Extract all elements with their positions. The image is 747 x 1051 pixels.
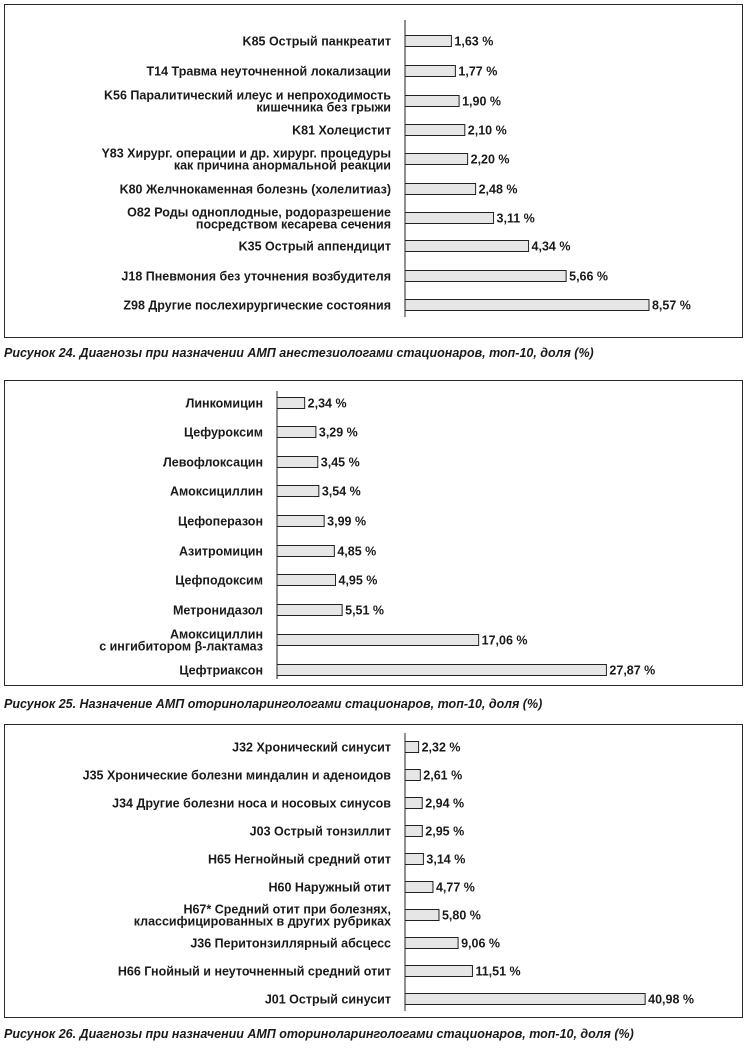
category-label: Линкомицин [185, 396, 263, 411]
category-label: кишечника без грыжи [256, 100, 391, 115]
data-label: 2,94 % [425, 796, 465, 811]
category-label: J01 Острый синусит [264, 992, 391, 1007]
data-label: 8,57 % [651, 298, 691, 313]
data-label: 5,80 % [441, 908, 481, 923]
bar [405, 798, 422, 809]
category-label: как причина анормальной реакции [173, 158, 391, 173]
category-label: H66 Гнойный и неуточненный средний отит [117, 964, 391, 979]
bar [405, 826, 422, 837]
category-label: с ингибитором β-лактамаз [99, 639, 263, 654]
chart-25-svg [5, 381, 742, 685]
category-label: Цефуроксим [183, 425, 263, 440]
category-label: H60 Наружный отит [268, 880, 391, 895]
bar [277, 486, 319, 497]
data-label: 2,32 % [421, 740, 461, 755]
data-label: 1,90 % [462, 94, 502, 109]
figure-caption-24: Рисунок 24. Диагнозы при назначении АМП анестезиологами стационаров, топ-10, доля (%) [4, 346, 594, 360]
category-label: K80 Желчнокаменная болезнь (холелитиаз) [119, 182, 391, 197]
bar [405, 770, 420, 781]
category-label: Y83 Хирург. операции и др. хирург. процедуры [101, 146, 391, 161]
data-label: 11,51 % [475, 964, 521, 979]
bar [405, 742, 419, 753]
figure-caption-25: Рисунок 25. Назначение АМП оториноларингологами стационаров, топ-10, доля (%) [4, 697, 543, 711]
category-label: T14 Травма неуточненной локализации [146, 64, 391, 79]
data-label: 1,63 % [454, 34, 494, 49]
data-label: 3,11 % [496, 211, 535, 226]
bar [405, 66, 455, 77]
bar [405, 854, 423, 865]
bar [405, 96, 459, 107]
category-label: K85 Острый панкреатит [242, 34, 391, 49]
category-label: K81 Холецистит [292, 123, 391, 138]
data-label: 9,06 % [461, 936, 501, 951]
chart-panel-25 [4, 380, 743, 686]
category-label: Левофлоксацин [163, 455, 263, 470]
category-label: Метронидазол [172, 603, 263, 618]
bar [405, 882, 433, 893]
data-label: 4,77 % [435, 880, 475, 895]
bar [405, 938, 458, 949]
category-label: Амоксициллин [170, 484, 263, 499]
data-label: 4,34 % [531, 239, 571, 254]
data-label: 40,98 % [648, 992, 695, 1007]
bar [277, 605, 342, 616]
category-label: Азитромицин [178, 544, 263, 559]
category-label: H65 Негнойный средний отит [208, 852, 391, 867]
category-label: Амоксициллин [170, 627, 263, 642]
category-label: классифицированных в других рубриках [133, 914, 391, 929]
data-label: 2,61 % [423, 768, 463, 783]
category-label: J03 Острый тонзиллит [249, 824, 391, 839]
data-label: 1,77 % [458, 64, 498, 79]
data-label: 2,95 % [425, 824, 465, 839]
bar [277, 427, 316, 438]
bar [405, 994, 645, 1005]
data-label: 4,95 % [338, 573, 378, 588]
chart-panel-24 [4, 4, 743, 338]
bar [405, 154, 468, 165]
data-label: 3,45 % [320, 455, 360, 470]
category-label: Цефподоксим [175, 573, 263, 588]
category-label: Z98 Другие послехирургические состояния [123, 298, 391, 313]
bar [277, 665, 606, 676]
bar [405, 300, 649, 311]
bar [405, 36, 451, 47]
data-label: 2,10 % [467, 123, 507, 138]
category-label: Цефтриаксон [179, 663, 263, 678]
category-label: J35 Хронические болезни миндалин и аденоидов [82, 768, 391, 783]
data-label: 27,87 % [609, 663, 656, 678]
data-label: 4,85 % [337, 544, 377, 559]
bar [405, 241, 529, 252]
data-label: 3,54 % [321, 484, 361, 499]
category-label: J36 Перитонзиллярный абсцесс [190, 936, 391, 951]
data-label: 3,14 % [426, 852, 466, 867]
category-label: K56 Паралитический илеус и непроходимость [104, 88, 391, 103]
bar [405, 184, 476, 195]
figure-caption-26: Рисунок 26. Диагнозы при назначении АМП оториноларингологами стационаров, топ-10, доля (%) [4, 1027, 634, 1041]
bar [277, 516, 324, 527]
data-label: 5,51 % [345, 603, 385, 618]
bar [405, 910, 439, 921]
data-label: 2,20 % [470, 152, 510, 167]
bar [405, 213, 494, 224]
category-label: J34 Другие болезни носа и носовых синусов [112, 796, 391, 811]
bar [277, 575, 336, 586]
data-label: 2,48 % [478, 182, 518, 197]
category-label: O82 Роды одноплодные, родоразрешение [127, 205, 391, 220]
data-label: 3,29 % [318, 425, 358, 440]
chart-26-svg [5, 725, 742, 1017]
category-label: K35 Острый аппендицит [238, 239, 391, 254]
category-label: посредством кесарева сечения [195, 217, 391, 232]
category-label: H67* Средний отит при болезнях, [183, 902, 391, 917]
bar [277, 457, 318, 468]
data-label: 5,66 % [569, 269, 609, 284]
bar [405, 125, 465, 136]
bar [277, 398, 305, 409]
data-label: 2,34 % [307, 396, 347, 411]
bar [405, 966, 472, 977]
category-label: Цефоперазон [178, 514, 263, 529]
bar [277, 635, 479, 646]
bar [277, 546, 334, 557]
chart-24-svg [5, 5, 742, 337]
data-label: 3,99 % [327, 514, 367, 529]
bar [405, 271, 566, 282]
category-label: J18 Пневмония без уточнения возбудителя [121, 269, 391, 284]
data-label: 17,06 % [481, 633, 528, 648]
category-label: J32 Хронический синусит [232, 740, 391, 755]
chart-panel-26 [4, 724, 743, 1018]
